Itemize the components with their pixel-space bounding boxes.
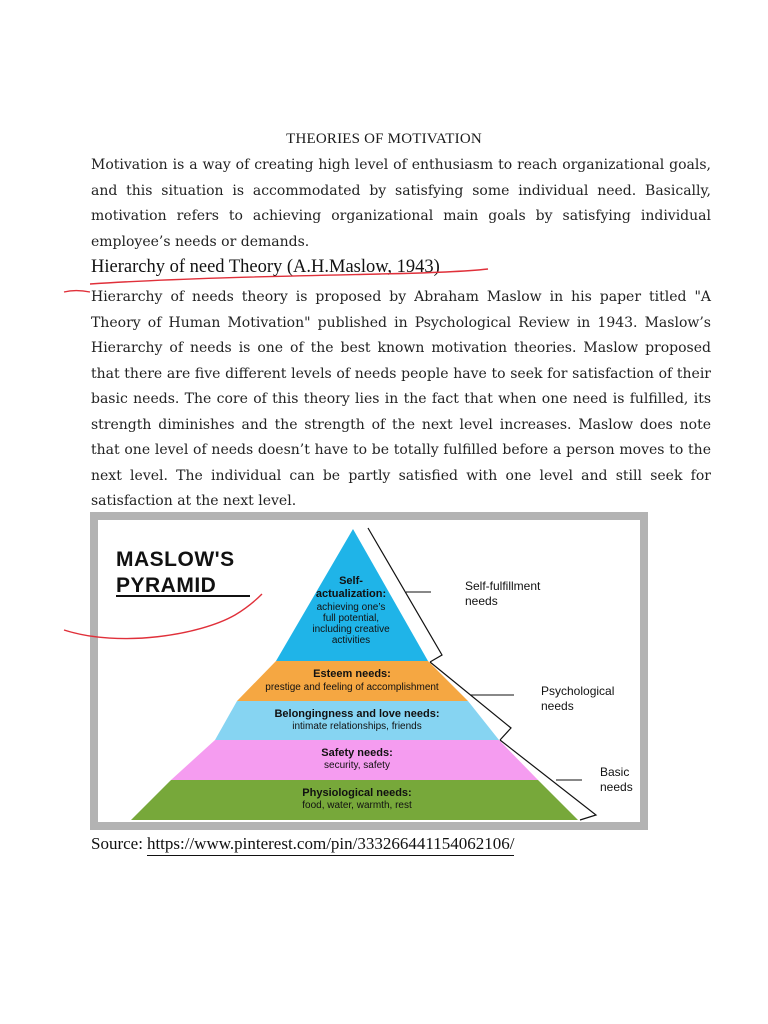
tier-safety-name: Safety needs: [321,747,393,759]
tier-self-desc2: full potential, [322,613,380,624]
source-label: Source: [91,834,143,853]
label-psychological: Psychological [541,684,615,698]
tier-esteem-name: Esteem needs: [313,668,391,680]
figure-title-line2: PYRAMID [116,574,217,597]
tier-safety-desc: security, safety [324,760,390,771]
tier-self-desc4: activities [331,635,371,646]
label-self-fulfillment-2: needs [465,594,498,608]
tier-esteem-desc: prestige and feeling of accomplishment [265,682,439,693]
pyramid-svg [98,520,640,822]
tier-self-name2: actualization: [315,588,387,600]
label-basic-2: needs [600,780,633,794]
tier-esteem [237,661,468,701]
source-link[interactable]: https://www.pinterest.com/pin/333266441154062106/ [147,834,515,856]
tier-self-name: Self- [339,575,363,587]
figure-source [91,834,514,854]
section-heading: Hierarchy of need Theory (A.H.Maslow, 1943) [91,257,440,277]
tier-belong-desc: intimate relationships, friends [292,721,422,732]
label-psychological-2: needs [541,699,574,713]
heading-pen-tick [64,291,90,293]
tier-self-desc3: including creative [312,624,390,635]
figure-canvas [98,520,640,822]
tier-phys-name: Physiological needs: [302,787,412,799]
tier-self-desc1: achieving one’s [316,602,386,613]
tier-belong-name: Belongingness and love needs: [274,708,440,720]
label-self-fulfillment: Self-fulfillment [465,579,541,593]
document-title: THEORIES OF MOTIVATION [286,131,482,147]
label-basic: Basic [600,765,630,779]
body-paragraph: Hierarchy of needs theory is proposed by Abraham Maslow in his paper titled "A Theory of Human Motivation" published in Psychological Review in 1943. Maslow’s Hierarchy of needs is one of the best known motivation theories. Maslow proposed that there are five different levels of needs people have to seek for satisfaction of their basic needs. The core of this theory lies in the fact that when one need is fulfilled, its strength diminishes and the strength of the next level increases. Maslow does note that one level of needs doesn’t have to be totally fulfilled before a person moves to the next level. The individual can be partly satisfied with one level and still seek for satisfaction at the next level. [91,289,711,509]
intro-paragraph: Motivation is a way of creating high level of enthusiasm to reach organizational goals, and this situation is accommodated by satisfying some individual need. Basically, motivation refers to achieving organizational main goals by satisfying individual employee’s needs or demands. [91,157,711,250]
figure-title-line1: MASLOW'S [116,548,235,571]
maslow-pyramid-figure [90,512,648,830]
tier-phys-desc: food, water, warmth, rest [302,800,412,811]
